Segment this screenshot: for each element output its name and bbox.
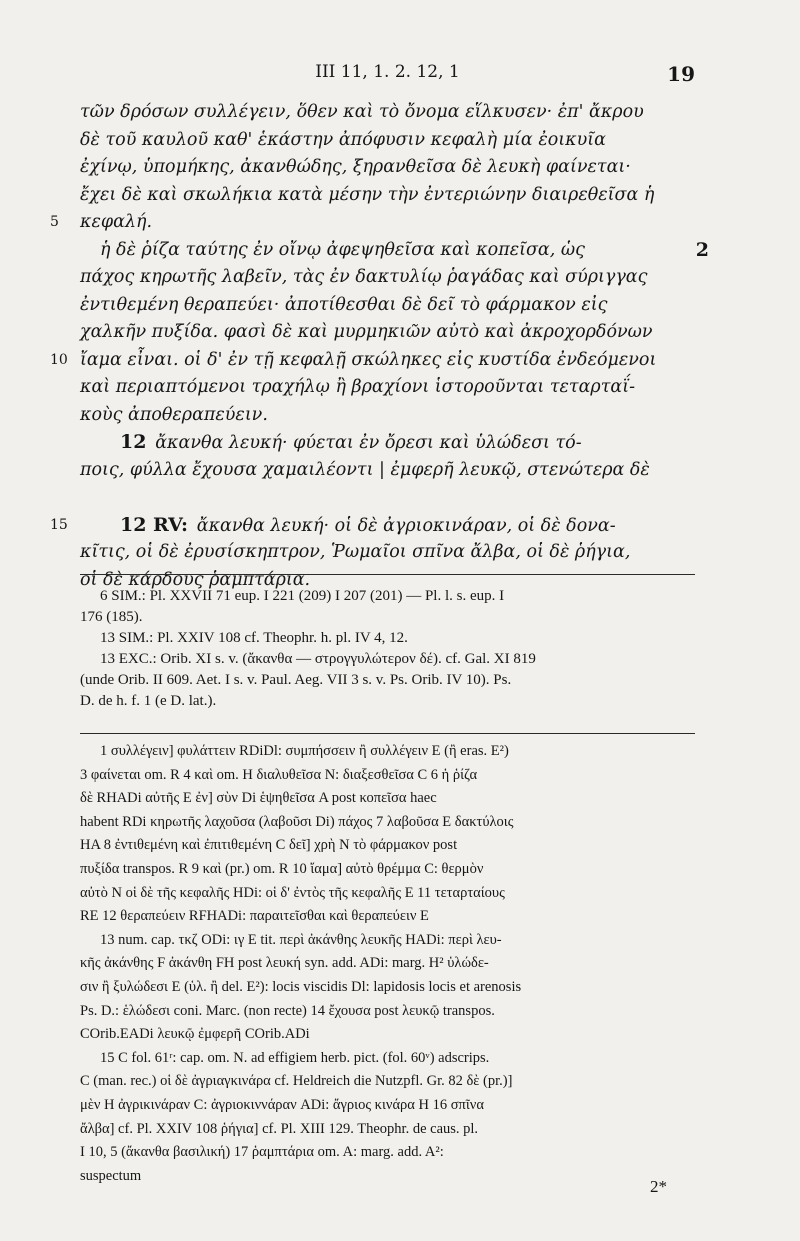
greek-main-text: [50, 99, 709, 594]
line-text: καὶ περιαπτόμενοι τραχήλῳ ἢ βραχίονι ἱστοροῦνται τεταρταΐ-: [80, 377, 635, 397]
line-text: πάχος κηρωτῆς λαβεῖν, τὰς ἐν δακτυλίῳ ῥαγάδας καὶ σύριγγας: [80, 267, 648, 287]
page-header: [80, 62, 695, 88]
line-text: ἐντιθεμένη θεραπεύει· ἀποτίθεσθαι δὲ δεῖ τὸ φάρμακον εἰς: [80, 294, 608, 315]
text-line: [80, 182, 695, 210]
apparatus-line: ἄλβα] cf. Pl. XXIV 108 ῥήγια] cf. Pl. XIII 129. Theophr. de caus. pl.: [80, 1120, 479, 1137]
signature-mark: 2*: [650, 1177, 667, 1196]
text-line: [50, 512, 695, 540]
text-line: [80, 429, 695, 457]
line-number: 15: [50, 516, 68, 533]
text-line: [50, 209, 695, 237]
line-number: 10: [50, 351, 68, 368]
chapter-number: 12 RV:: [120, 513, 189, 536]
apparatus-line: 3 φαίνεται om. R 4 καὶ om. H διαλυθεῖσα N: διαξεσθεῖσα C 6 ἡ ῥίζα: [80, 766, 478, 783]
marginal-number: 2: [695, 238, 709, 261]
testimonia-line: D. de h. f. 1 (e D. lat.).: [80, 693, 217, 709]
text-line: [50, 347, 695, 375]
text-line: [80, 292, 695, 320]
apparatus-line: 1 συλλέγειν] φυλάττειν RDiDl: συμπήσσειν ἢ συλλέγειν E (ἢ eras. E²): [100, 743, 509, 759]
line-text: χαλκῆν πυξίδα. φασὶ δὲ καὶ μυρμηκιῶν αὐτὸ καὶ ἀκροχορδόνων: [80, 322, 653, 342]
testimonia-line: 13 SIM.: Pl. XXIV 108 cf. Theophr. h. pl. IV 4, 12.: [100, 630, 408, 646]
apparatus-line: I 10, 5 (ἄκανθα βασιλική) 17 ῥαμπτάρια om. A: marg. add. A²:: [80, 1144, 444, 1161]
line-text: ἄκανθα λευκή· οἱ δὲ ἀγριοκινάραν, οἱ δὲ δονα-: [196, 515, 616, 536]
line-text: ποις, φύλλα ἔχουσα χαμαιλέοντι | ἐμφερῆ λευκῷ, στενώτερα δὲ: [80, 459, 650, 480]
apparatus-line: C (man. rec.) οἱ δὲ ἀγριαγκινάρα cf. Heldreich die Nutzpfl. Gr. 82 δὲ (pr.)]: [80, 1073, 513, 1090]
line-number: 5: [50, 214, 59, 230]
apparatus-line: COrib.EADi λευκῷ ἐμφερῆ COrib.ADi: [80, 1026, 310, 1043]
text-line: [80, 402, 695, 430]
chapter-number: 12: [120, 431, 147, 453]
text-line: [80, 127, 695, 155]
text-line: [80, 237, 709, 265]
line-text: ἴαμα εἶναι. οἱ δ' ἐν τῇ κεφαλῇ σκώληκες εἰς κυστίδα ἐνδεόμενοι: [80, 349, 657, 370]
running-head: III 11, 1. 2. 12, 1: [315, 62, 460, 82]
apparatus-line: suspectum: [80, 1167, 142, 1184]
line-text: τῶν δρόσων συλλέγειν, ὅθεν καὶ τὸ ὄνομα εἵλκυσεν· ἐπ' ἄκρου: [80, 102, 644, 122]
apparatus-line: μὲν H ἀγρικινάραν C: ἀγριοκιννάραν ADi: ἄγριος κινάρα H 16 σπῖνα: [80, 1096, 484, 1113]
text-line: [80, 319, 695, 347]
text-line: [80, 484, 695, 512]
line-text: οἱ δὲ κάρδους ῥαμπτάρια.: [80, 569, 311, 590]
text-line: [80, 539, 695, 567]
line-text: κῖτις, οἱ δὲ ἐρυσίσκηπτρον, Ῥωμαῖοι σπῖνα ἄλβα, οἱ δὲ ῥήγια,: [80, 542, 631, 562]
critical-apparatus: [80, 740, 695, 1188]
divider-rule: [80, 574, 695, 575]
apparatus-line: αὐτὸ N οἱ δὲ τῆς κεφαλῆς HDi: οἱ δ' ἐντὸς τῆς κεφαλῆς E 11 τεταρταίους: [80, 884, 505, 901]
line-text: ἄκανθα λευκή· φύεται ἐν ὄρεσι καὶ ὑλώδεσι τό-: [155, 433, 582, 453]
apparatus-line: 15 C fol. 61ʳ: cap. om. N. ad effigiem herb. pict. (fol. 60ᵛ) adscrips.: [100, 1049, 490, 1066]
line-text: κοὺς ἀποθεραπεύειν.: [80, 404, 268, 425]
apparatus-line: σιν ἢ ξυλώδεσι E (ὑλ. ἢ del. E²): locis viscidis Dl: lapidosis locis et arenosis: [80, 978, 522, 995]
line-text: ἐχίνῳ, ὑπομήκης, ἀκανθώδης, ξηρανθεῖσα δὲ λευκὴ φαίνεται·: [80, 157, 631, 177]
line-text: ἔχει δὲ καὶ σκωλήκια κατὰ μέσην τὴν ἐντεριώνην διαιρεθεῖσα ἡ: [80, 184, 655, 205]
apparatus-line: δὲ RHADi αὐτῆς E ἐν] σὺν Di ἑψηθεῖσα A post κοπεῖσα haec: [80, 790, 437, 807]
testimonia-line: 13 EXC.: Orib. XI s. v. (ἄκανθα — στρογγυλώτερον δέ). cf. Gal. XI 819: [100, 651, 536, 667]
line-text: ἡ δὲ ῥίζα ταύτης ἐν οἴνῳ ἀφεψηθεῖσα καὶ κοπεῖσα, ὡς: [100, 239, 585, 260]
apparatus-line: RE 12 θεραπεύειν RFHADi: παραιτεῖσθαι καὶ θεραπεύειν E: [80, 908, 429, 925]
line-text: δὲ τοῦ καυλοῦ καθ' ἑκάστην ἀπόφυσιν κεφαλὴ μία ἐοικυῖα: [80, 129, 606, 150]
testimonia-block: [80, 586, 695, 712]
apparatus-line: πυξίδα transpos. R 9 καὶ (pr.) om. R 10 ἴαμα] αὐτὸ θρέμμα C: θερμὸν: [80, 860, 484, 877]
text-line: [80, 457, 695, 485]
testimonia-line: (unde Orib. II 609. Aet. I s. v. Paul. Aeg. VII 3 s. v. Ps. Orib. IV 10). Ps.: [80, 672, 512, 688]
apparatus-line: κῆς ἀκάνθης F ἀκάνθη FH post λευκή syn. add. ADi: marg. H² ὑλώδε-: [80, 955, 489, 972]
text-line: [80, 154, 695, 182]
text-line: [80, 374, 695, 402]
divider-rule: [80, 733, 695, 734]
text-line: [80, 99, 695, 127]
apparatus-line: habent RDi κηρωτῆς λαχοῦσα (λαβοῦσι Di) πάχος 7 λαβοῦσα E δακτύλοις: [80, 813, 514, 830]
apparatus-line: HA 8 ἐντιθεμένη καὶ ἐπιτιθεμένη C δεῖ] χρὴ N τὸ φάρμακον post: [80, 837, 458, 854]
testimonia-line: 6 SIM.: Pl. XXVII 71 eup. I 221 (209) I 207 (201) — Pl. l. s. eup. I: [100, 588, 505, 604]
text-line: [80, 264, 695, 292]
page-number: 19: [667, 62, 695, 86]
apparatus-line: 13 num. cap. τκζ ODi: ιγ E tit. περὶ ἀκάνθης λευκῆς HADi: περὶ λευ-: [100, 931, 502, 948]
testimonia-line: 176 (185).: [80, 609, 143, 625]
apparatus-line: Ps. D.: ἑλώδεσι coni. Marc. (non recte) 14 ἔχουσα post λευκῷ transpos.: [80, 1002, 495, 1019]
line-text: κεφαλή.: [80, 212, 153, 232]
